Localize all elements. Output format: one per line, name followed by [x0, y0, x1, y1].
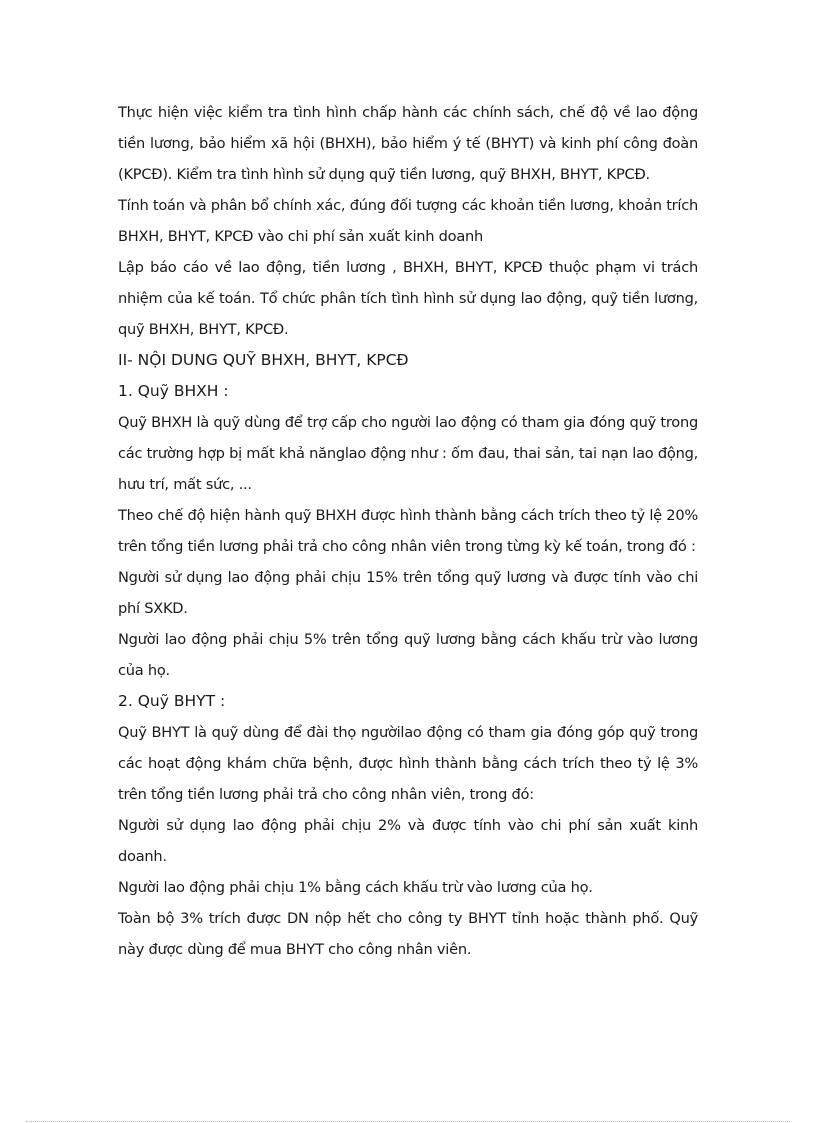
paragraph-bhyt-employer: Người sử dụng lao động phải chịu 2% và được tính vào chi phí sản xuất kinh doanh. — [118, 817, 698, 865]
paragraph-tinh-toan: Tính toán và phân bổ chính xác, đúng đối tượng các khoản tiền lương, khoản trích BHXH, BHYT, KPCĐ vào chi phí sản xuất kinh doanh — [118, 197, 698, 245]
subheading-quy-bhxh: 1. Quỹ BHXH : — [118, 382, 229, 400]
paragraph-bhyt-employee: Người lao động phải chịu 1% bằng cách khấu trừ vào lương của họ. — [118, 879, 593, 896]
paragraph-bhxh-employee: Người lao động phải chịu 5% trên tổng quỹ lương bằng cách khấu trừ vào lương của họ. — [118, 631, 698, 679]
paragraph-bhxh-rate: Theo chế độ hiện hành quỹ BHXH được hình thành bằng cách trích theo tỷ lệ 20% trên tổng tiền lương phải trả cho công nhân viên trong từng kỳ kế toán, trong đó : — [118, 507, 698, 555]
paragraph-bhyt-definition: Quỹ BHYT là quỹ dùng để đài thọ ngườilao động có tham gia đóng góp quỹ trong các hoạt động khám chữa bệnh, được hình thành bằng cách trích theo tỷ lệ 3% trên tổng tiền lương phải trả cho công nhân viên, trong đó: — [118, 724, 698, 803]
paragraph-kiem-tra: Thực hiện việc kiểm tra tình hình chấp hành các chính sách, chế độ về lao động tiền lương, bảo hiểm xã hội (BHXH), bảo hiểm ý tế (BHYT) và kinh phí công đoàn (KPCĐ). Kiểm tra tình hình sử dụng quỹ tiền lương, quỹ BHXH, BHYT, KPCĐ. — [118, 104, 698, 183]
paragraph-bhyt-total: Toàn bộ 3% trích được DN nộp hết cho công ty BHYT tỉnh hoặc thành phố. Quỹ này được dùng để mua BHYT cho công nhân viên. — [118, 910, 698, 958]
document-body — [118, 97, 698, 965]
subheading-quy-bhyt: 2. Quỹ BHYT : — [118, 692, 226, 710]
paragraph-lap-bao-cao: Lập báo cáo về lao động, tiền lương , BHXH, BHYT, KPCĐ thuộc phạm vi trách nhiệm của kế toán. Tổ chức phân tích tình hình sử dụng lao động, quỹ tiền lương, quỹ BHXH, BHYT, KPCĐ. — [118, 259, 698, 338]
paragraph-bhxh-definition: Quỹ BHXH là quỹ dùng để trợ cấp cho người lao động có tham gia đóng quỹ trong các trường hợp bị mất khả nănglao động như : ốm đau, thai sản, tai nạn lao động, hưu trí, mất sức, ... — [118, 414, 698, 493]
paragraph-bhxh-employer: Người sử dụng lao động phải chịu 15% trên tổng quỹ lương và được tính vào chi phí SXKD. — [118, 569, 698, 617]
section-heading-noi-dung: II- NỘI DUNG QUỸ BHXH, BHYT, KPCĐ — [118, 351, 409, 369]
page-bottom-divider — [26, 1121, 790, 1122]
